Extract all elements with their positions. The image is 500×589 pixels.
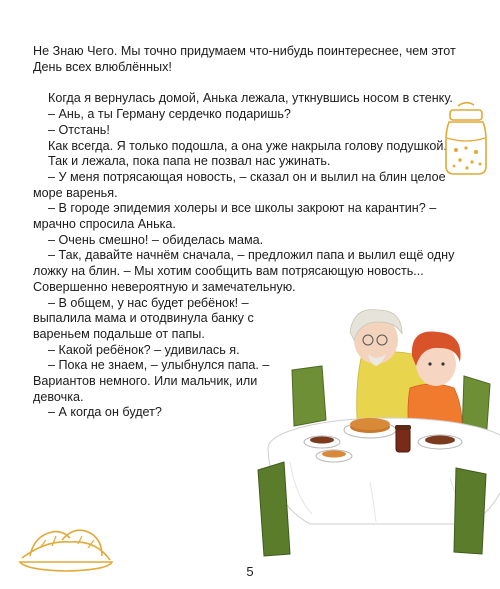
jam-jar-illustration [440, 100, 492, 178]
page-number: 5 [246, 564, 254, 579]
dialogue-line: – У меня потрясающая новость, – сказал он и вылил на блин целое море варенья. [33, 169, 446, 200]
dialogue-line: – Так, давайте начнём сначала, – предложил папа и вылил ещё одну ложку на блин. – Мы хотим сообщить вам потрясающую новость... Совершенно невероятную и замечательную. [33, 248, 455, 294]
dialogue-line: – Какой ребёнок? – удивилась я. [48, 342, 240, 357]
paragraph: Как всегда. Я только подошла, а она уже накрыла голову подушкой. [48, 138, 447, 153]
dialogue-line: – В городе эпидемия холеры и все школы закроют на карантин? – мрачно спросила Анька. [33, 201, 437, 232]
dialogue-line: – В общем, у нас будет ребёнок! – выпалила мама и отодвинула банку с вареньем подальше от папы. [33, 295, 254, 341]
dialogue-line: – Очень смешно! – обиделась мама. [48, 232, 264, 247]
dialogue-line: – А когда он будет? [48, 405, 162, 420]
paragraph-gap [33, 75, 471, 91]
paragraph: Не Знаю Чего. Мы точно придумаем что-нибудь поинтереснее, чем этот День всех влюблённых! [33, 44, 456, 74]
family-dinner-illustration [250, 292, 500, 557]
dialogue-line: – Ань, а ты Герману сердечко подаришь? [48, 107, 291, 122]
paragraph: Так и лежала, пока папа не позвал нас ужинать. [48, 154, 331, 169]
dialogue-line: – Пока не знаем, – улыбнулся папа. – Вариантов немного. Или мальчик, или девочка. [33, 358, 270, 404]
paragraph: Когда я вернулась домой, Анька лежала, уткнувшись носом в стенку. [48, 91, 453, 106]
dialogue-line: – Отстань! [48, 122, 110, 137]
